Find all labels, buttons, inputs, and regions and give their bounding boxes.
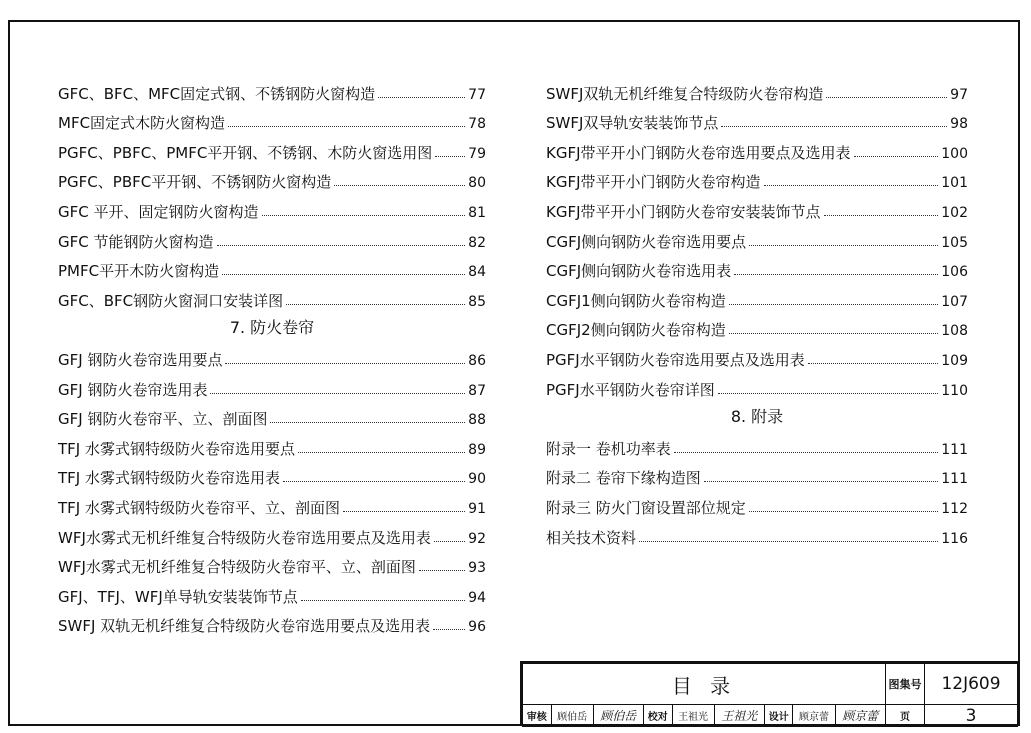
toc-entry-page: 85 — [468, 293, 486, 310]
toc-entry-page: 96 — [468, 619, 486, 636]
title-block-table — [522, 663, 1018, 727]
toc-entry-title: 附录二 卷帘下缘构造图 — [546, 469, 701, 488]
toc-entry[interactable] — [58, 427, 486, 457]
toc-entry-page: 78 — [468, 116, 486, 133]
toc-entry[interactable] — [546, 131, 968, 161]
toc-entry-page: 106 — [941, 264, 968, 281]
toc-entry-page: 94 — [468, 589, 486, 606]
toc-entry-page: 84 — [468, 264, 486, 281]
toc-entry[interactable] — [58, 486, 486, 516]
dot-leader — [721, 126, 947, 127]
review-label: 审核 — [523, 705, 552, 727]
toc-entry-page: 108 — [941, 323, 968, 340]
dot-leader — [734, 274, 938, 275]
dot-leader — [639, 541, 938, 542]
dot-leader — [222, 274, 465, 275]
toc-entry[interactable] — [58, 102, 486, 132]
dot-leader — [826, 97, 947, 98]
toc-entry-title: MFC固定式木防火窗构造 — [58, 114, 226, 133]
toc-entry-title: CGFJ1侧向钢防火卷帘构造 — [546, 291, 726, 310]
toc-entry-title: WFJ水雾式无机纤维复合特级防火卷帘平、立、剖面图 — [58, 558, 416, 577]
dot-leader — [729, 333, 939, 334]
dot-leader — [435, 156, 465, 157]
design-signature: 顾京蕾 — [835, 705, 885, 727]
dot-leader — [749, 245, 938, 246]
toc-entry-page: 92 — [468, 530, 486, 547]
toc-entry-title: SWFJ双导轨安装装饰节点 — [546, 114, 719, 133]
toc-entry[interactable] — [58, 368, 486, 398]
dot-leader — [210, 393, 465, 394]
toc-entry-page: 90 — [468, 471, 486, 488]
dot-leader — [824, 215, 939, 216]
toc-entry-title: 相关技术资料 — [546, 528, 637, 547]
toc-entry-page: 102 — [941, 204, 968, 221]
toc-entry-title: PGFC、PBFC、PMFC平开钢、不锈钢、木防火窗选用图 — [58, 143, 433, 162]
atlas-number: 12J609 — [925, 664, 1018, 705]
toc-entry-title: KGFJ带平开小门钢防火卷帘选用要点及选用表 — [546, 143, 851, 162]
toc-entry[interactable] — [546, 250, 968, 280]
toc-entry-page: 116 — [941, 530, 968, 547]
dot-leader — [228, 126, 465, 127]
check-label: 校对 — [643, 705, 672, 727]
dot-leader — [343, 511, 465, 512]
toc-entry-title: GFJ 钢防火卷帘平、立、剖面图 — [58, 410, 268, 429]
review-signature: 顾伯岳 — [593, 705, 643, 727]
toc-entry-page: 111 — [941, 441, 968, 458]
toc-entry-title: PGFJ水平钢防火卷帘详图 — [546, 380, 715, 399]
toc-entry-title: TFJ 水雾式钢特级防火卷帘选用表 — [58, 469, 280, 488]
toc-entry-title: TFJ 水雾式钢特级防火卷帘选用要点 — [58, 439, 295, 458]
toc-entry-page: 112 — [941, 500, 968, 517]
toc-entry[interactable] — [58, 605, 486, 635]
dot-leader — [433, 629, 465, 630]
dot-leader — [217, 245, 466, 246]
toc-entry[interactable] — [58, 279, 486, 309]
toc-entry-title: SWFJ 双轨无机纤维复合特级防火卷帘选用要点及选用表 — [58, 617, 431, 636]
dot-leader — [378, 97, 465, 98]
toc-entry[interactable] — [546, 161, 968, 191]
dot-leader — [225, 363, 465, 364]
toc-entry-page: 97 — [950, 86, 968, 103]
toc-entry[interactable] — [546, 102, 968, 132]
toc-entry[interactable] — [58, 398, 486, 428]
toc-entry[interactable] — [546, 279, 968, 309]
toc-entry[interactable] — [546, 427, 968, 457]
toc-entry-page: 101 — [941, 175, 968, 192]
section-heading: 7. 防火卷帘 — [229, 318, 315, 338]
toc-entry-page: 91 — [468, 500, 486, 517]
sheet-title: 目 录 — [523, 664, 886, 705]
toc-entry-title: 附录三 防火门窗设置部位规定 — [546, 498, 746, 517]
toc-entry[interactable] — [546, 190, 968, 220]
dot-leader — [764, 185, 939, 186]
toc-entry-title: CGFJ侧向钢防火卷帘选用表 — [546, 262, 732, 281]
toc-entry-title: KGFJ带平开小门钢防火卷帘构造 — [546, 173, 761, 192]
toc-entry[interactable] — [58, 250, 486, 280]
title-block — [520, 661, 1020, 726]
toc-entry[interactable] — [546, 338, 968, 368]
toc-entry[interactable] — [58, 131, 486, 161]
design-label: 设计 — [764, 705, 793, 727]
dot-leader — [283, 481, 465, 482]
toc-entry[interactable] — [58, 190, 486, 220]
dot-leader — [729, 304, 939, 305]
toc-entry-title: GFC 节能钢防火窗构造 — [58, 232, 214, 251]
toc-entry[interactable] — [546, 457, 968, 487]
toc-entry-title: PGFC、PBFC平开钢、不锈钢防火窗构造 — [58, 173, 332, 192]
dot-leader — [704, 481, 938, 482]
toc-entry-title: PMFC平开木防火窗构造 — [58, 262, 220, 281]
toc-entry-title: PGFJ水平钢防火卷帘选用要点及选用表 — [546, 350, 805, 369]
toc-entry-page: 109 — [941, 352, 968, 369]
toc-entry[interactable] — [58, 220, 486, 250]
toc-entry-page: 81 — [468, 204, 486, 221]
toc-entry-page: 82 — [468, 234, 486, 251]
dot-leader — [854, 156, 939, 157]
toc-entry[interactable] — [58, 338, 486, 368]
dot-leader — [286, 304, 465, 305]
toc-entry[interactable] — [546, 486, 968, 516]
toc-entry-page: 98 — [950, 116, 968, 133]
toc-entry[interactable] — [58, 546, 486, 576]
toc-entry[interactable] — [58, 457, 486, 487]
toc-entry-title: WFJ水雾式无机纤维复合特级防火卷帘选用要点及选用表 — [58, 528, 431, 547]
toc-entry-title: GFJ 钢防火卷帘选用表 — [58, 380, 208, 399]
check-name: 王祖光 — [672, 705, 714, 727]
page-number: 3 — [925, 705, 1018, 727]
toc-entry-title: GFC 平开、固定钢防火窗构造 — [58, 202, 259, 221]
toc-right-column — [546, 72, 968, 546]
toc-entry-page: 80 — [468, 175, 486, 192]
dot-leader — [434, 541, 465, 542]
toc-entry[interactable] — [546, 516, 968, 546]
toc-entry-title: CGFJ侧向钢防火卷帘选用要点 — [546, 232, 747, 251]
dot-leader — [808, 363, 939, 364]
toc-left-column — [58, 72, 486, 634]
toc-entry[interactable] — [58, 575, 486, 605]
toc-entry[interactable] — [58, 72, 486, 102]
toc-entry-title: GFC、BFC、MFC固定式钢、不锈钢防火窗构造 — [58, 84, 376, 103]
dot-leader — [334, 185, 465, 186]
page-label: 页 — [886, 705, 925, 727]
dot-leader — [419, 570, 465, 571]
section-heading: 8. 附录 — [730, 407, 784, 427]
atlas-number-label: 图集号 — [886, 664, 925, 705]
review-name: 顾伯岳 — [551, 705, 593, 727]
toc-entry-page: 79 — [468, 145, 486, 162]
dot-leader — [262, 215, 466, 216]
dot-leader — [298, 452, 465, 453]
toc-entry-title: GFJ、TFJ、WFJ单导轨安装装饰节点 — [58, 587, 298, 606]
toc-entry[interactable] — [546, 309, 968, 339]
toc-entry-title: KGFJ带平开小门钢防火卷帘安装装饰节点 — [546, 202, 821, 221]
check-signature: 王祖光 — [714, 705, 764, 727]
toc-entry-title: SWFJ双轨无机纤维复合特级防火卷帘构造 — [546, 84, 824, 103]
toc-entry-page: 87 — [468, 382, 486, 399]
toc-entry-page: 86 — [468, 352, 486, 369]
toc-entry-title: TFJ 水雾式钢特级防火卷帘平、立、剖面图 — [58, 498, 340, 517]
dot-leader — [718, 393, 939, 394]
toc-entry-page: 107 — [941, 293, 968, 310]
toc-entry-page: 110 — [941, 382, 968, 399]
dot-leader — [674, 452, 938, 453]
toc-entry-page: 111 — [941, 471, 968, 488]
toc-entry-page: 105 — [941, 234, 968, 251]
dot-leader — [301, 600, 465, 601]
toc-entry[interactable] — [58, 161, 486, 191]
toc-entry[interactable] — [546, 220, 968, 250]
toc-entry-page: 89 — [468, 441, 486, 458]
dot-leader — [270, 422, 465, 423]
toc-entry[interactable] — [58, 516, 486, 546]
toc-entry[interactable] — [546, 368, 968, 398]
toc-entry-page: 88 — [468, 412, 486, 429]
toc-entry-page: 93 — [468, 560, 486, 577]
toc-entry-title: GFJ 钢防火卷帘选用要点 — [58, 350, 223, 369]
toc-entry-title: CGFJ2侧向钢防火卷帘构造 — [546, 321, 726, 340]
design-name: 顾京蕾 — [793, 705, 835, 727]
dot-leader — [749, 511, 938, 512]
toc-entry-title: GFC、BFC钢防火窗洞口安装详图 — [58, 291, 284, 310]
toc-entry-title: 附录一 卷机功率表 — [546, 439, 671, 458]
toc-entry-page: 77 — [468, 86, 486, 103]
toc-entry-page: 100 — [941, 145, 968, 162]
toc-entry[interactable] — [546, 72, 968, 102]
